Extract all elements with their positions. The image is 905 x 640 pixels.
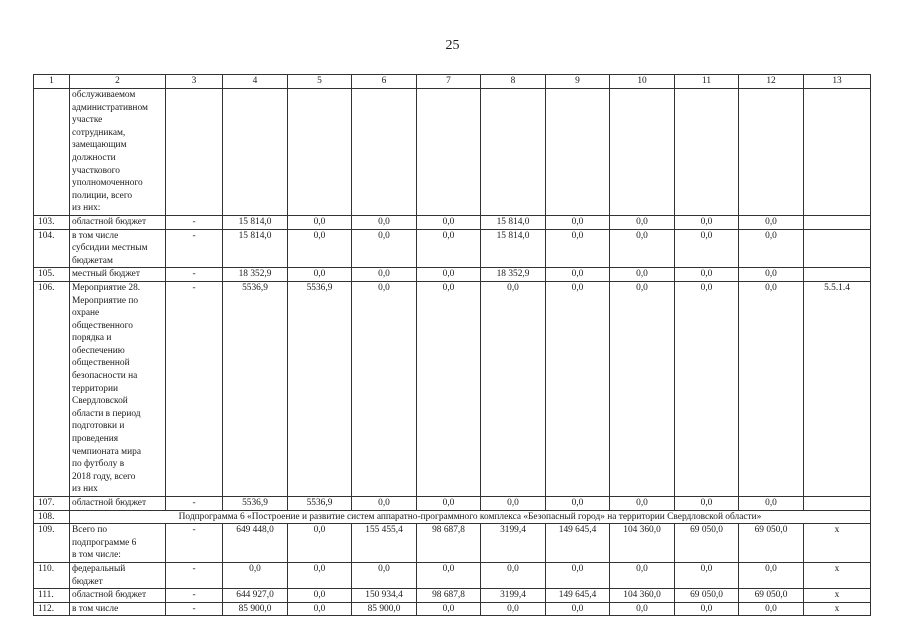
cell-value: 69 050,0 — [675, 524, 739, 563]
column-number: 6 — [352, 75, 417, 89]
cell-value: 155 455,4 — [352, 524, 417, 563]
cell-value: 0,0 — [417, 602, 481, 616]
row-number: 110. — [34, 562, 70, 588]
column-number: 10 — [610, 75, 675, 89]
cell-value — [804, 229, 871, 268]
column-number: 5 — [288, 75, 352, 89]
cell-value: 0,0 — [288, 562, 352, 588]
cell-value: x — [804, 589, 871, 603]
cell-value — [675, 89, 739, 216]
column-number: 8 — [481, 75, 546, 89]
row-number: 105. — [34, 268, 70, 282]
column-number: 7 — [417, 75, 481, 89]
cell-value: 0,0 — [675, 215, 739, 229]
cell-value: 0,0 — [739, 497, 804, 511]
column-number: 11 — [675, 75, 739, 89]
cell-value: 0,0 — [546, 229, 610, 268]
cell-value: 69 050,0 — [675, 589, 739, 603]
cell-value: 0,0 — [352, 562, 417, 588]
row-name: Всего по подпрограмме 6 в том числе: — [70, 524, 166, 563]
table-row — [34, 602, 871, 616]
cell-value: 0,0 — [481, 602, 546, 616]
cell-value: 0,0 — [288, 229, 352, 268]
cell-value — [610, 89, 675, 216]
cell-value: x — [804, 524, 871, 563]
table-row — [34, 215, 871, 229]
cell-value: - — [166, 497, 223, 511]
row-name: местный бюджет — [70, 268, 166, 282]
cell-value: 0,0 — [739, 562, 804, 588]
cell-value: 0,0 — [546, 497, 610, 511]
page-number: 25 — [445, 38, 460, 53]
cell-value: 0,0 — [352, 268, 417, 282]
row-name: областной бюджет — [70, 497, 166, 511]
cell-value: 0,0 — [546, 215, 610, 229]
cell-value: 0,0 — [739, 229, 804, 268]
cell-value: - — [166, 562, 223, 588]
cell-value: 149 645,4 — [546, 589, 610, 603]
cell-value: 15 814,0 — [481, 215, 546, 229]
table-row — [34, 497, 871, 511]
row-number: 107. — [34, 497, 70, 511]
cell-value: 0,0 — [417, 497, 481, 511]
cell-value: 0,0 — [288, 602, 352, 616]
column-number: 1 — [34, 75, 70, 89]
cell-value: 0,0 — [546, 281, 610, 496]
cell-value: 0,0 — [739, 268, 804, 282]
cell-value: 0,0 — [352, 215, 417, 229]
cell-value: 18 352,9 — [481, 268, 546, 282]
cell-value: - — [166, 281, 223, 496]
row-number: 112. — [34, 602, 70, 616]
column-number: 4 — [223, 75, 288, 89]
subprogram-row — [34, 510, 871, 524]
cell-value: 0,0 — [352, 281, 417, 496]
cell-value: 69 050,0 — [739, 524, 804, 563]
subprogram-title: Подпрограмма 6 «Построение и развитие систем аппаратно-программного комплекса «Безопасный город» на территории Свердловской области» — [70, 510, 871, 524]
row-name: областной бюджет — [70, 589, 166, 603]
cell-value: 0,0 — [739, 215, 804, 229]
cell-value — [417, 89, 481, 216]
cell-value: 0,0 — [481, 281, 546, 496]
table-row — [34, 89, 871, 216]
row-name: в том числе — [70, 602, 166, 616]
cell-value: x — [804, 602, 871, 616]
row-name: обслуживаемом административном участке сотрудникам, замещающим должности участкового уполномоченного полиции, всего из них: — [70, 89, 166, 216]
cell-value: 649 448,0 — [223, 524, 288, 563]
cell-value: - — [166, 215, 223, 229]
cell-value — [352, 89, 417, 216]
cell-value: 18 352,9 — [223, 268, 288, 282]
cell-value: 85 900,0 — [352, 602, 417, 616]
column-number: 3 — [166, 75, 223, 89]
cell-value — [804, 268, 871, 282]
cell-value: 0,0 — [675, 602, 739, 616]
cell-value — [481, 89, 546, 216]
cell-value: 0,0 — [546, 268, 610, 282]
column-number: 13 — [804, 75, 871, 89]
cell-value: 0,0 — [610, 602, 675, 616]
cell-value — [288, 89, 352, 216]
row-number: 109. — [34, 524, 70, 563]
row-number: 111. — [34, 589, 70, 603]
cell-value: 0,0 — [675, 281, 739, 496]
table-row — [34, 229, 871, 268]
cell-value: 0,0 — [352, 229, 417, 268]
row-name: областной бюджет — [70, 215, 166, 229]
cell-value: 0,0 — [610, 281, 675, 496]
cell-value: 0,0 — [288, 524, 352, 563]
table-row — [34, 268, 871, 282]
table-row — [34, 589, 871, 603]
table-row — [34, 524, 871, 563]
cell-value: 0,0 — [610, 497, 675, 511]
cell-value: 0,0 — [739, 602, 804, 616]
cell-value: 0,0 — [610, 268, 675, 282]
column-number-row — [34, 75, 871, 89]
cell-value: 104 360,0 — [610, 589, 675, 603]
cell-value — [739, 89, 804, 216]
cell-value: 0,0 — [223, 562, 288, 588]
cell-value: - — [166, 602, 223, 616]
cell-value: 98 687,8 — [417, 589, 481, 603]
column-number: 12 — [739, 75, 804, 89]
table-row — [34, 562, 871, 588]
cell-value: 3199,4 — [481, 589, 546, 603]
cell-value: 0,0 — [352, 497, 417, 511]
cell-value: 0,0 — [481, 562, 546, 588]
cell-value: 5.5.1.4 — [804, 281, 871, 496]
cell-value: 5536,9 — [288, 497, 352, 511]
row-number: 103. — [34, 215, 70, 229]
cell-value: 85 900,0 — [223, 602, 288, 616]
column-number: 9 — [546, 75, 610, 89]
cell-value: 15 814,0 — [481, 229, 546, 268]
cell-value: 0,0 — [675, 229, 739, 268]
cell-value: 0,0 — [675, 268, 739, 282]
cell-value: 0,0 — [546, 602, 610, 616]
row-number — [34, 89, 70, 216]
row-name: федеральный бюджет — [70, 562, 166, 588]
cell-value — [166, 89, 223, 216]
cell-value — [804, 89, 871, 216]
cell-value: x — [804, 562, 871, 588]
cell-value: 0,0 — [417, 215, 481, 229]
cell-value: 0,0 — [546, 562, 610, 588]
cell-value — [804, 497, 871, 511]
cell-value — [804, 215, 871, 229]
cell-value: 0,0 — [675, 562, 739, 588]
cell-value: 150 934,4 — [352, 589, 417, 603]
cell-value: 15 814,0 — [223, 215, 288, 229]
cell-value: 0,0 — [288, 268, 352, 282]
row-number: 104. — [34, 229, 70, 268]
budget-table — [33, 74, 871, 616]
cell-value: 69 050,0 — [739, 589, 804, 603]
cell-value: 0,0 — [675, 497, 739, 511]
cell-value: 5536,9 — [223, 281, 288, 496]
cell-value: 0,0 — [739, 281, 804, 496]
cell-value: 0,0 — [417, 562, 481, 588]
cell-value: 0,0 — [610, 229, 675, 268]
cell-value: 5536,9 — [288, 281, 352, 496]
cell-value: 0,0 — [417, 229, 481, 268]
column-number: 2 — [70, 75, 166, 89]
cell-value: - — [166, 524, 223, 563]
cell-value — [546, 89, 610, 216]
cell-value — [223, 89, 288, 216]
cell-value: 0,0 — [288, 589, 352, 603]
cell-value: 0,0 — [481, 497, 546, 511]
cell-value: 0,0 — [417, 281, 481, 496]
row-number: 108. — [34, 510, 70, 524]
cell-value: - — [166, 589, 223, 603]
cell-value: 0,0 — [417, 268, 481, 282]
cell-value: 0,0 — [288, 215, 352, 229]
cell-value: 3199,4 — [481, 524, 546, 563]
cell-value: 5536,9 — [223, 497, 288, 511]
cell-value: 644 927,0 — [223, 589, 288, 603]
cell-value: 104 360,0 — [610, 524, 675, 563]
table-row — [34, 281, 871, 496]
cell-value: 149 645,4 — [546, 524, 610, 563]
row-name: Мероприятие 28. Мероприятие по охране общественного порядка и обеспечению общественной безопасности на территории Свердловской области в период подготовки и проведения чемпионата мира по футболу в 2018 году, всего из них — [70, 281, 166, 496]
cell-value: - — [166, 268, 223, 282]
row-name: в том числе субсидии местным бюджетам — [70, 229, 166, 268]
row-number: 106. — [34, 281, 70, 496]
cell-value: 15 814,0 — [223, 229, 288, 268]
cell-value: - — [166, 229, 223, 268]
cell-value: 0,0 — [610, 562, 675, 588]
cell-value: 98 687,8 — [417, 524, 481, 563]
cell-value: 0,0 — [610, 215, 675, 229]
